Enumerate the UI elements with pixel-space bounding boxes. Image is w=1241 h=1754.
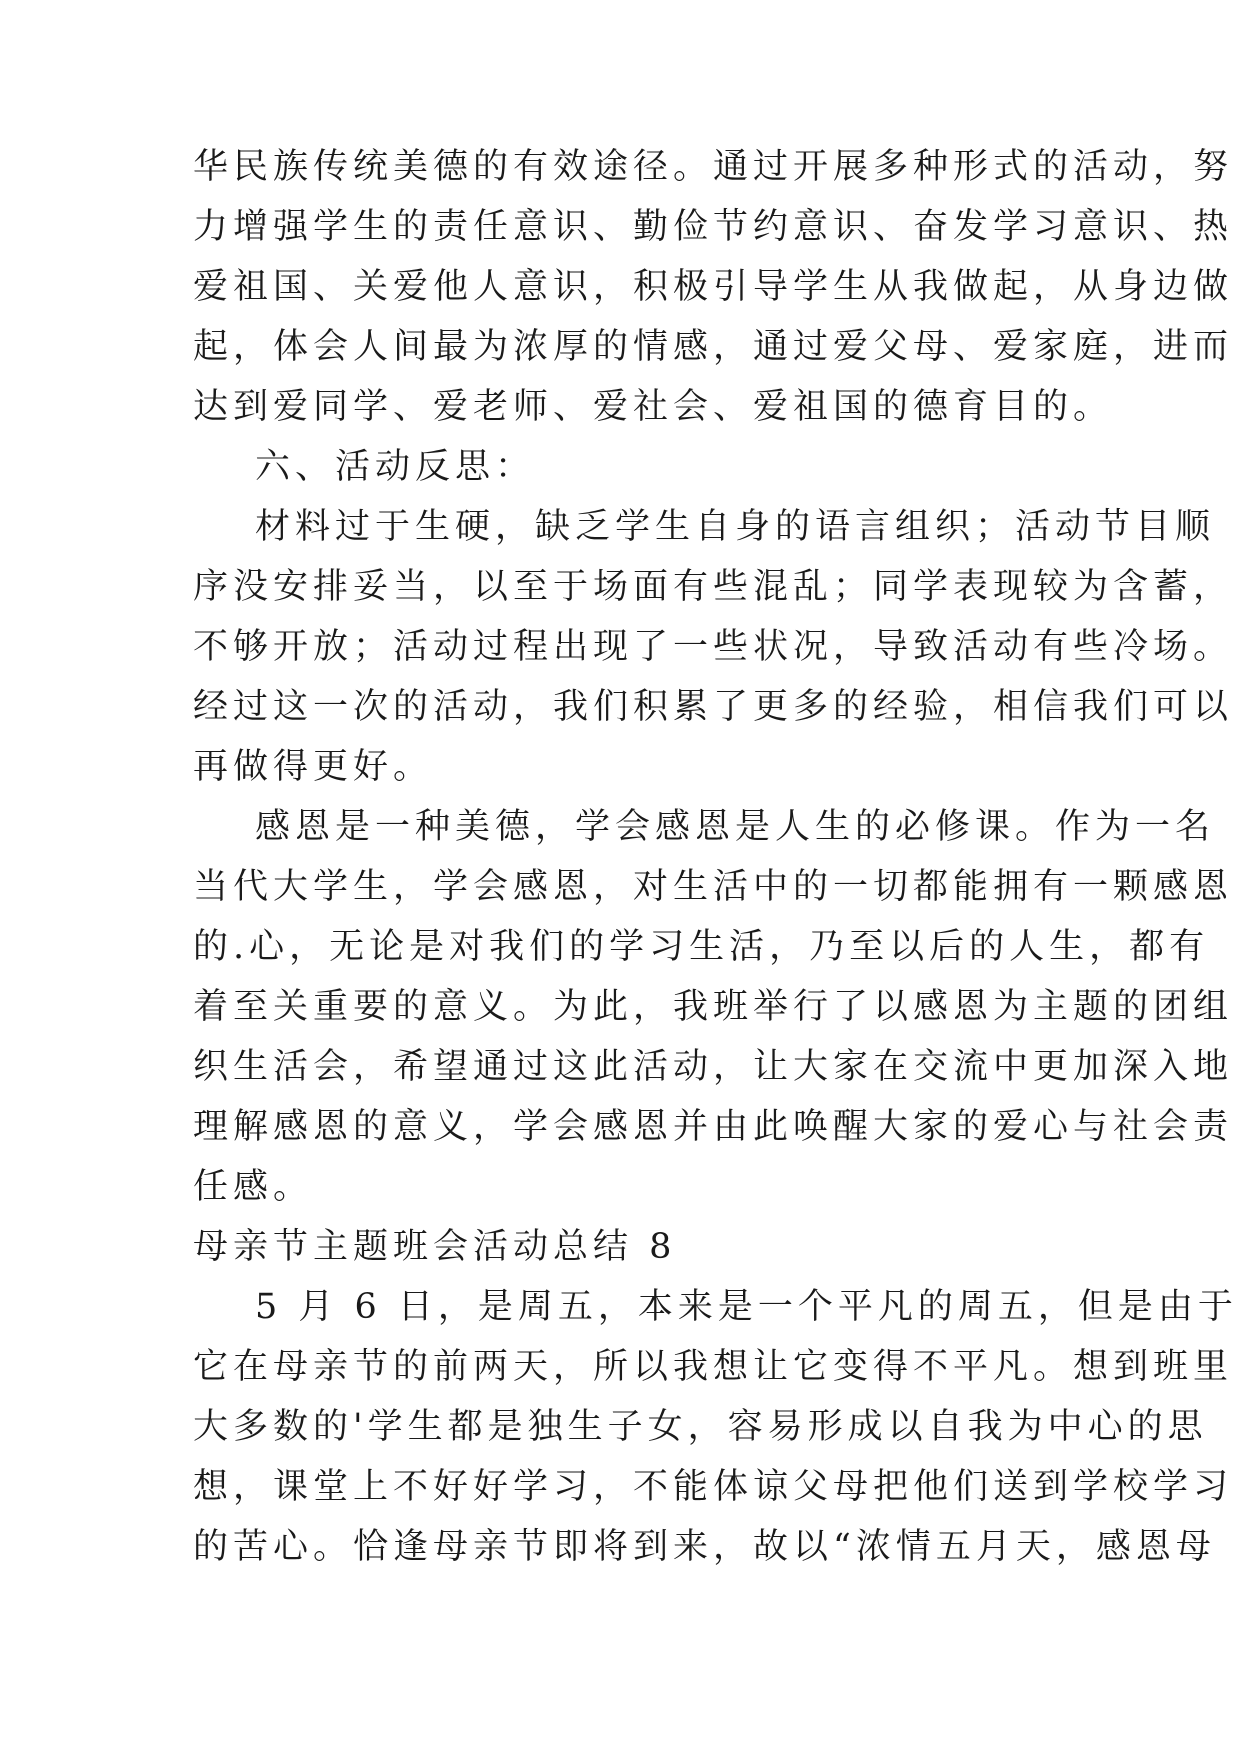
text-line: 的.心，无论是对我们的学习生活，乃至以后的人生，都有 <box>193 927 1210 967</box>
text-line: 的苦心。恰逢母亲节即将到来，故以“浓情五月天，感恩母 <box>193 1527 1216 1567</box>
text-line: 想，课堂上不好好学习，不能体谅父母把他们送到学校学习 <box>193 1467 1234 1507</box>
text-line: 大多数的'学生都是独生子女，容易形成以自我为中心的思 <box>193 1407 1208 1447</box>
text-line: 爱祖国、关爱他人意识，积极引导学生从我做起，从身边做 <box>193 267 1234 307</box>
text-line: 不够开放；活动过程出现了一些状况，导致活动有些冷场。 <box>193 627 1234 667</box>
text-line: 达到爱同学、爱老师、爱社会、爱祖国的德育目的。 <box>193 387 1114 427</box>
text-line: 任感。 <box>193 1167 314 1207</box>
text-line: 经过这一次的活动，我们积累了更多的经验，相信我们可以 <box>193 687 1234 727</box>
text-line: 着至关重要的意义。为此，我班举行了以感恩为主题的团组 <box>193 987 1234 1027</box>
text-line: 它在母亲节的前两天，所以我想让它变得不平凡。想到班里 <box>193 1347 1234 1387</box>
text-line: 力增强学生的责任意识、勤俭节约意识、奋发学习意识、热 <box>193 207 1234 247</box>
text-line: 当代大学生，学会感恩，对生活中的一切都能拥有一颗感恩 <box>193 867 1234 907</box>
text-line: 理解感恩的意义，学会感恩并由此唤醒大家的爱心与社会责 <box>193 1107 1234 1147</box>
section-heading: 六、活动反思： <box>255 447 536 487</box>
text-line: 材料过于生硬，缺乏学生自身的语言组织；活动节目顺 <box>255 507 1216 547</box>
text-line: 感恩是一种美德，学会感恩是人生的必修课。作为一名 <box>255 807 1216 847</box>
section-title: 母亲节主题班会活动总结 8 <box>193 1227 677 1267</box>
text-line: 序没安排妥当，以至于场面有些混乱；同学表现较为含蓄， <box>193 567 1234 607</box>
text-line: 5 月 6 日，是周五，本来是一个平凡的周五，但是由于 <box>255 1287 1238 1327</box>
text-line: 华民族传统美德的有效途径。通过开展多种形式的活动，努 <box>193 147 1234 187</box>
text-line: 织生活会，希望通过这此活动，让大家在交流中更加深入地 <box>193 1047 1234 1087</box>
text-line: 再做得更好。 <box>193 747 434 787</box>
text-line: 起，体会人间最为浓厚的情感，通过爱父母、爱家庭，进而 <box>193 327 1234 367</box>
